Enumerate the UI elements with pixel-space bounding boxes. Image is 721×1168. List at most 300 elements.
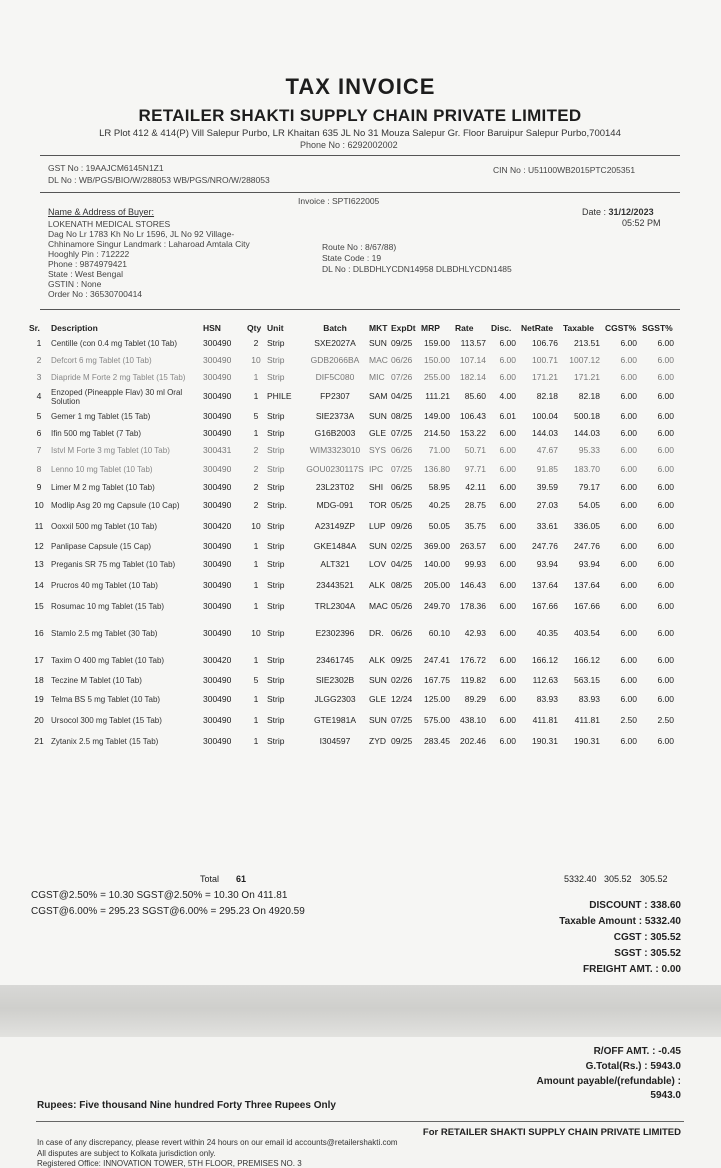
total-taxable: 5332.40 bbox=[564, 874, 597, 884]
cell-exp: 07/26 bbox=[391, 371, 413, 382]
cell-mkt: MAC bbox=[369, 354, 388, 365]
cell-batch: GOU0230117S bbox=[306, 463, 364, 474]
cell-qty: 1 bbox=[253, 580, 259, 591]
table-row bbox=[28, 650, 678, 672]
cell-taxable: 411.81 bbox=[574, 715, 600, 726]
cell-disc: 6.00 bbox=[499, 674, 516, 685]
cell-cgst: 6.00 bbox=[620, 674, 637, 685]
cell-taxable: 500.18 bbox=[574, 410, 600, 421]
cell-desc: Ooxxil 500 mg Tablet (10 Tab) bbox=[51, 522, 157, 532]
cell-sr: 4 bbox=[36, 391, 42, 402]
cell-batch: TRL2304A bbox=[314, 601, 356, 612]
cell-hsn: 300490 bbox=[203, 391, 232, 402]
cell-hsn: 300490 bbox=[203, 580, 232, 591]
cell-mrp: 125.00 bbox=[424, 694, 450, 705]
company-name: RETAILER SHAKTI SUPPLY CHAIN PRIVATE LIMITED bbox=[138, 106, 582, 125]
cell-desc: Defcort 6 mg Tablet (10 Tab) bbox=[51, 355, 152, 365]
cell-sr: 2 bbox=[36, 354, 42, 365]
cell-mkt: DR. bbox=[369, 627, 384, 638]
cell-net: 190.31 bbox=[532, 736, 558, 747]
cell-qty: 5 bbox=[253, 410, 259, 421]
cell-rate: 113.57 bbox=[460, 337, 486, 348]
jurisdiction-note: All disputes are subject to Kolkata jurisdiction only. bbox=[37, 1149, 216, 1158]
amount-in-words: Rupees: Five thousand Nine hundred Forty Three Rupees Only bbox=[37, 1100, 336, 1111]
table-row bbox=[28, 617, 678, 650]
cell-disc: 6.00 bbox=[499, 500, 516, 511]
table-row bbox=[28, 352, 678, 369]
amount-payable-label: Amount payable/(refundable) : bbox=[536, 1076, 681, 1087]
cell-mkt: MAC bbox=[369, 601, 388, 612]
cell-mkt: SYS bbox=[369, 445, 387, 456]
cell-taxable: 82.18 bbox=[578, 391, 600, 402]
col-header: CGST% bbox=[605, 323, 637, 333]
col-header: NetRate bbox=[521, 323, 554, 333]
cell-cgst: 6.00 bbox=[620, 521, 637, 532]
cell-desc: Rosumac 10 mg Tablet (15 Tab) bbox=[51, 602, 165, 612]
buyer-line: Hooghly Pin : 712222 bbox=[48, 249, 130, 259]
cell-mkt: SUN bbox=[369, 674, 387, 685]
cell-exp: 04/25 bbox=[391, 559, 413, 570]
cell-taxable: 137.64 bbox=[574, 580, 600, 591]
cell-rate: 89.29 bbox=[464, 694, 486, 705]
cell-disc: 6.00 bbox=[499, 627, 516, 638]
cell-unit: Strip bbox=[267, 559, 285, 570]
cell-rate: 119.82 bbox=[460, 674, 486, 685]
col-header: Description bbox=[51, 323, 98, 333]
cell-sgst: 6.00 bbox=[657, 463, 674, 474]
table-row bbox=[28, 711, 678, 731]
cell-disc: 6.00 bbox=[499, 540, 516, 551]
cell-qty: 1 bbox=[253, 559, 259, 570]
cell-net: 112.63 bbox=[532, 674, 558, 685]
cell-mkt: IPC bbox=[369, 463, 384, 474]
cell-batch: G16B2003 bbox=[314, 427, 356, 438]
cell-net: 100.71 bbox=[532, 354, 558, 365]
cell-sr: 20 bbox=[34, 715, 44, 726]
tax-breakup-1: CGST@2.50% = 10.30 SGST@2.50% = 10.30 On 411.81 bbox=[31, 890, 288, 901]
cell-net: 411.81 bbox=[532, 715, 558, 726]
cell-batch: 23L23T02 bbox=[315, 481, 355, 492]
divider bbox=[40, 309, 680, 310]
cell-sr: 13 bbox=[34, 559, 44, 570]
cell-sgst: 6.00 bbox=[657, 655, 674, 666]
cell-mkt: SUN bbox=[369, 540, 387, 551]
total-qty: 61 bbox=[236, 874, 247, 884]
cell-mkt: GLE bbox=[369, 427, 387, 438]
cell-exp: 04/25 bbox=[391, 391, 413, 402]
divider bbox=[40, 155, 680, 156]
cell-exp: 05/26 bbox=[391, 601, 413, 612]
cell-sgst: 6.00 bbox=[657, 481, 674, 492]
cell-unit: Strip bbox=[267, 354, 285, 365]
total-cgst: 305.52 bbox=[604, 874, 632, 884]
taxable-amount: Taxable Amount : 5332.40 bbox=[559, 916, 681, 927]
col-header: Unit bbox=[267, 323, 284, 333]
cell-desc: Istvl M Forte 3 mg Tablet (10 Tab) bbox=[51, 446, 170, 456]
cell-hsn: 300490 bbox=[203, 674, 232, 685]
cell-taxable: 190.31 bbox=[574, 736, 600, 747]
cell-mrp: 40.25 bbox=[428, 500, 450, 511]
cell-taxable: 336.05 bbox=[574, 521, 600, 532]
company-address: LR Plot 412 & 414(P) Vill Salepur Purbo, LR Khaitan 635 JL No 31 Mouza Salepur Gr. Floor Baruipur Salepur Purbo,700144 bbox=[99, 128, 621, 139]
total-label: Total bbox=[200, 874, 220, 884]
cell-sr: 5 bbox=[36, 410, 42, 421]
cell-mkt: LOV bbox=[369, 559, 387, 570]
invoice-number: Invoice : SPTI622005 bbox=[298, 196, 380, 206]
cell-unit: Strip bbox=[267, 715, 285, 726]
cell-disc: 6.00 bbox=[499, 580, 516, 591]
cell-rate: 42.11 bbox=[465, 481, 486, 492]
cell-mrp: 214.50 bbox=[424, 427, 450, 438]
company-phone: Phone No : 6292002002 bbox=[300, 140, 398, 150]
cell-batch: ALT321 bbox=[320, 559, 350, 570]
cell-sgst: 6.00 bbox=[657, 627, 674, 638]
cell-disc: 6.00 bbox=[499, 427, 516, 438]
cell-sgst: 6.00 bbox=[657, 601, 674, 612]
col-header: Taxable bbox=[563, 323, 595, 333]
cell-mkt: SUN bbox=[369, 337, 387, 348]
cell-batch: SIE2302B bbox=[315, 674, 355, 685]
cell-taxable: 54.05 bbox=[578, 500, 600, 511]
cell-net: 93.94 bbox=[536, 559, 558, 570]
cell-cgst: 6.00 bbox=[620, 354, 637, 365]
cell-hsn: 300490 bbox=[203, 410, 232, 421]
cell-taxable: 171.21 bbox=[574, 371, 600, 382]
cell-sgst: 6.00 bbox=[657, 674, 674, 685]
cell-mrp: 247.41 bbox=[424, 655, 450, 666]
cell-net: 91.85 bbox=[536, 463, 558, 474]
cell-rate: 182.14 bbox=[460, 371, 486, 382]
cell-disc: 6.00 bbox=[499, 736, 516, 747]
cell-rate: 99.93 bbox=[464, 559, 486, 570]
cell-qty: 1 bbox=[253, 391, 259, 402]
invoice-time: 05:52 PM bbox=[622, 218, 661, 228]
cell-hsn: 300490 bbox=[203, 371, 232, 382]
cell-rate: 85.60 bbox=[464, 391, 486, 402]
cell-sgst: 6.00 bbox=[657, 371, 674, 382]
cell-cgst: 6.00 bbox=[620, 391, 637, 402]
cell-exp: 09/26 bbox=[391, 521, 413, 532]
cell-hsn: 300420 bbox=[203, 521, 232, 532]
cell-net: 27.03 bbox=[536, 500, 558, 511]
buyer-label: Name & Address of Buyer: bbox=[48, 207, 155, 217]
cell-net: 40.35 bbox=[536, 627, 558, 638]
cell-qty: 1 bbox=[253, 601, 259, 612]
col-header: Batch bbox=[323, 323, 347, 333]
cell-mrp: 150.00 bbox=[424, 354, 450, 365]
table-row bbox=[28, 575, 678, 597]
route-number: Route No : 8/67/88) bbox=[322, 242, 397, 252]
cell-mrp: 205.00 bbox=[424, 580, 450, 591]
cell-batch: SIE2373A bbox=[315, 410, 355, 421]
cell-net: 39.59 bbox=[536, 481, 558, 492]
col-header: MKT bbox=[369, 323, 388, 333]
cell-desc: Lenno 10 mg Tablet (10 Tab) bbox=[51, 464, 153, 474]
cell-desc: Limer M 2 mg Tablet (10 Tab) bbox=[51, 482, 155, 492]
buyer-dl-number: DL No : DLBDHLYCDN14958 DLBDHLYCDN1485 bbox=[322, 264, 512, 274]
cell-rate: 146.43 bbox=[460, 580, 486, 591]
cell-rate: 438.10 bbox=[460, 715, 486, 726]
cell-net: 82.18 bbox=[536, 391, 558, 402]
cell-exp: 09/25 bbox=[391, 736, 413, 747]
cell-net: 33.61 bbox=[536, 521, 558, 532]
cell-exp: 12/24 bbox=[391, 694, 413, 705]
cell-unit: Strip bbox=[267, 410, 285, 421]
cell-mrp: 249.70 bbox=[424, 601, 450, 612]
cell-qty: 2 bbox=[253, 500, 259, 511]
cell-mrp: 149.00 bbox=[424, 410, 450, 421]
cell-unit: Strip bbox=[267, 337, 285, 348]
cell-sr: 15 bbox=[34, 601, 44, 612]
cell-unit: Strip bbox=[267, 736, 285, 747]
cell-unit: Strip. bbox=[267, 500, 287, 511]
cell-mkt: ALK bbox=[369, 580, 386, 591]
cell-sgst: 6.00 bbox=[657, 427, 674, 438]
cell-hsn: 300490 bbox=[203, 601, 232, 612]
cell-taxable: 93.94 bbox=[578, 559, 600, 570]
cell-mrp: 60.10 bbox=[428, 627, 450, 638]
cell-hsn: 300490 bbox=[203, 559, 232, 570]
col-header: MRP bbox=[421, 323, 440, 333]
cell-sr: 21 bbox=[34, 736, 44, 747]
cell-desc: Zytanix 2.5 mg Tablet (15 Tab) bbox=[51, 737, 159, 747]
cell-mkt: TOR bbox=[369, 500, 387, 511]
cell-qty: 1 bbox=[253, 540, 259, 551]
cell-mkt: GLE bbox=[369, 694, 387, 705]
cell-net: 83.93 bbox=[536, 694, 558, 705]
cell-disc: 6.00 bbox=[499, 601, 516, 612]
cell-rate: 106.43 bbox=[460, 410, 486, 421]
cell-sr: 7 bbox=[36, 445, 42, 456]
discount: DISCOUNT : 338.60 bbox=[589, 900, 681, 911]
cell-batch: I304597 bbox=[319, 736, 351, 747]
cell-unit: Strip bbox=[267, 481, 285, 492]
cell-sgst: 6.00 bbox=[657, 521, 674, 532]
col-header: SGST% bbox=[642, 323, 673, 333]
cell-cgst: 6.00 bbox=[620, 627, 637, 638]
items-table bbox=[28, 313, 678, 753]
buyer-line: Chhinamore Singur Landmark : Laharoad Amtala City bbox=[48, 239, 250, 249]
cell-sgst: 6.00 bbox=[657, 391, 674, 402]
cell-desc: Diapride M Forte 2 mg Tablet (15 Tab) bbox=[51, 372, 186, 382]
table-row bbox=[28, 479, 678, 496]
cell-cgst: 6.00 bbox=[620, 445, 637, 456]
cell-net: 47.67 bbox=[536, 445, 558, 456]
cell-qty: 1 bbox=[253, 427, 259, 438]
cell-disc: 6.00 bbox=[499, 463, 516, 474]
col-header: Sr. bbox=[29, 323, 40, 333]
cell-taxable: 95.33 bbox=[578, 445, 600, 456]
cell-hsn: 300490 bbox=[203, 627, 232, 638]
cell-disc: 6.00 bbox=[499, 694, 516, 705]
cell-mrp: 369.00 bbox=[424, 540, 450, 551]
cell-mrp: 283.45 bbox=[424, 736, 450, 747]
cell-hsn: 300490 bbox=[203, 500, 232, 511]
cell-disc: 6.00 bbox=[499, 371, 516, 382]
cell-hsn: 300490 bbox=[203, 463, 232, 474]
cell-qty: 1 bbox=[253, 655, 259, 666]
cell-taxable: 247.76 bbox=[574, 540, 600, 551]
grand-total: G.Total(Rs.) : 5943.0 bbox=[585, 1061, 681, 1072]
cell-desc: Ifin 500 mg Tablet (7 Tab) bbox=[51, 428, 141, 438]
cell-taxable: 1007.12 bbox=[569, 354, 600, 365]
state-code: State Code : 19 bbox=[322, 253, 382, 263]
table-row bbox=[28, 408, 678, 425]
invoice-title: TAX INVOICE bbox=[285, 74, 436, 99]
cell-desc: Taxim O 400 mg Tablet (10 Tab) bbox=[51, 656, 165, 666]
buyer-line: State : West Bengal bbox=[48, 269, 123, 279]
cell-qty: 1 bbox=[253, 736, 259, 747]
cell-qty: 10 bbox=[251, 627, 261, 638]
cell-mrp: 255.00 bbox=[424, 371, 450, 382]
cell-exp: 09/25 bbox=[391, 337, 413, 348]
cell-disc: 6.00 bbox=[499, 559, 516, 570]
cell-rate: 263.57 bbox=[460, 540, 486, 551]
cell-taxable: 166.12 bbox=[574, 655, 600, 666]
cell-unit: Strip bbox=[267, 445, 285, 456]
table-row bbox=[28, 555, 678, 575]
cell-qty: 5 bbox=[253, 674, 259, 685]
cell-cgst: 6.00 bbox=[620, 694, 637, 705]
cell-mrp: 159.00 bbox=[424, 337, 450, 348]
cell-batch: GDB2066BA bbox=[310, 354, 360, 365]
cell-desc: Prucros 40 mg Tablet (10 Tab) bbox=[51, 581, 158, 591]
cell-exp: 07/25 bbox=[391, 463, 413, 474]
cell-exp: 06/25 bbox=[391, 481, 413, 492]
cell-batch: WIM3323010 bbox=[309, 445, 361, 456]
cell-cgst: 6.00 bbox=[620, 540, 637, 551]
cell-taxable: 167.66 bbox=[574, 601, 600, 612]
cell-batch: JLGG2303 bbox=[314, 694, 356, 705]
table-row bbox=[28, 425, 678, 442]
cell-rate: 153.22 bbox=[460, 427, 486, 438]
cell-desc: Telma BS 5 mg Tablet (10 Tab) bbox=[51, 695, 161, 705]
cell-unit: PHILE bbox=[267, 391, 292, 402]
freight-amount: FREIGHT AMT. : 0.00 bbox=[583, 964, 681, 975]
cell-unit: Strip bbox=[267, 427, 285, 438]
cell-taxable: 144.03 bbox=[574, 427, 600, 438]
total-sgst: 305.52 bbox=[640, 874, 668, 884]
cell-mkt: SAM bbox=[369, 391, 388, 402]
col-header: Disc. bbox=[491, 323, 512, 333]
cell-hsn: 300490 bbox=[203, 481, 232, 492]
table-row bbox=[28, 516, 678, 538]
registered-office: Registered Office: INNOVATION TOWER, 5TH FLOOR, PREMISES NO. 3 bbox=[37, 1159, 302, 1168]
cell-rate: 35.75 bbox=[464, 521, 486, 532]
cell-mkt: MIC bbox=[369, 371, 385, 382]
cell-net: 166.12 bbox=[532, 655, 558, 666]
cell-disc: 6.00 bbox=[499, 481, 516, 492]
cell-mrp: 136.80 bbox=[424, 463, 450, 474]
table-row bbox=[28, 689, 678, 711]
cell-sr: 17 bbox=[34, 655, 44, 666]
cell-qty: 10 bbox=[251, 521, 261, 532]
cell-rate: 107.14 bbox=[460, 354, 486, 365]
cell-exp: 06/26 bbox=[391, 354, 413, 365]
cell-batch: MDG-091 bbox=[316, 500, 354, 511]
cell-qty: 1 bbox=[253, 715, 259, 726]
dl-number: DL No : WB/PGS/BIO/W/288053 WB/PGS/NRO/W/288053 bbox=[48, 175, 270, 185]
cell-rate: 97.71 bbox=[464, 463, 486, 474]
cell-sgst: 6.00 bbox=[657, 559, 674, 570]
cell-qty: 2 bbox=[253, 445, 259, 456]
cell-exp: 09/25 bbox=[391, 655, 413, 666]
cell-exp: 05/25 bbox=[391, 500, 413, 511]
cell-sgst: 6.00 bbox=[657, 500, 674, 511]
cell-unit: Strip bbox=[267, 674, 285, 685]
buyer-line: Order No : 36530700414 bbox=[48, 289, 143, 299]
cell-batch: E2302396 bbox=[315, 627, 355, 638]
table-row bbox=[28, 369, 678, 386]
cell-desc: Ursocol 300 mg Tablet (15 Tab) bbox=[51, 716, 162, 726]
cell-unit: Strip bbox=[267, 655, 285, 666]
cell-exp: 07/25 bbox=[391, 715, 413, 726]
cell-qty: 1 bbox=[253, 694, 259, 705]
cgst-total: CGST : 305.52 bbox=[613, 932, 681, 943]
cell-desc: Teczine M Tablet (10 Tab) bbox=[51, 675, 142, 685]
cell-disc: 6.00 bbox=[499, 655, 516, 666]
col-header: HSN bbox=[203, 323, 221, 333]
cell-desc: Stamlo 2.5 mg Tablet (30 Tab) bbox=[51, 628, 158, 638]
cell-batch: A23149ZP bbox=[314, 521, 356, 532]
cell-rate: 176.72 bbox=[460, 655, 486, 666]
cell-sr: 10 bbox=[34, 500, 44, 511]
cell-sgst: 6.00 bbox=[657, 445, 674, 456]
tax-breakup-2: CGST@6.00% = 295.23 SGST@6.00% = 295.23 On 4920.59 bbox=[31, 906, 305, 917]
cell-taxable: 183.70 bbox=[574, 463, 600, 474]
cell-net: 171.21 bbox=[532, 371, 558, 382]
cell-disc: 4.00 bbox=[499, 391, 516, 402]
cell-taxable: 79.17 bbox=[578, 481, 600, 492]
cell-sgst: 2.50 bbox=[657, 715, 674, 726]
cell-hsn: 300490 bbox=[203, 427, 232, 438]
cell-cgst: 6.00 bbox=[620, 371, 637, 382]
cell-disc: 6.01 bbox=[499, 410, 516, 421]
cell-mrp: 71.00 bbox=[428, 445, 450, 456]
cell-desc: Preganis SR 75 mg Tablet (10 Tab) bbox=[51, 560, 176, 570]
cell-sgst: 6.00 bbox=[657, 736, 674, 747]
cell-sr: 1 bbox=[36, 337, 42, 348]
cell-net: 167.66 bbox=[532, 601, 558, 612]
cell-cgst: 6.00 bbox=[620, 463, 637, 474]
cell-sr: 3 bbox=[36, 371, 42, 382]
cell-mrp: 58.95 bbox=[428, 481, 450, 492]
col-header: ExpDt bbox=[391, 323, 416, 333]
table-row bbox=[28, 538, 678, 555]
cell-cgst: 6.00 bbox=[620, 481, 637, 492]
cell-qty: 1 bbox=[253, 371, 259, 382]
cell-cgst: 6.00 bbox=[620, 427, 637, 438]
cell-cgst: 6.00 bbox=[620, 410, 637, 421]
buyer-address bbox=[48, 219, 250, 299]
cell-exp: 06/26 bbox=[391, 627, 413, 638]
round-off-amount: R/OFF AMT. : -0.45 bbox=[593, 1046, 681, 1057]
col-header: Rate bbox=[455, 323, 474, 333]
cin-number: CIN No : U51100WB2015PTC205351 bbox=[493, 165, 636, 175]
table-row bbox=[28, 672, 678, 689]
cell-batch: FP2307 bbox=[320, 391, 350, 402]
cell-desc: Centille (con 0.4 mg Tablet (10 Tab) bbox=[51, 338, 177, 348]
cell-net: 100.04 bbox=[532, 410, 558, 421]
cell-disc: 6.00 bbox=[499, 445, 516, 456]
buyer-line: LOKENATH MEDICAL STORES bbox=[48, 219, 171, 229]
cell-mrp: 111.21 bbox=[425, 391, 450, 402]
cell-rate: 42.93 bbox=[464, 627, 486, 638]
cell-desc: Enzoped (Pineapple Flav) 30 ml Oral Solution bbox=[51, 387, 183, 406]
cell-net: 247.76 bbox=[532, 540, 558, 551]
cell-batch: 23461745 bbox=[316, 655, 354, 666]
cell-hsn: 300490 bbox=[203, 715, 232, 726]
